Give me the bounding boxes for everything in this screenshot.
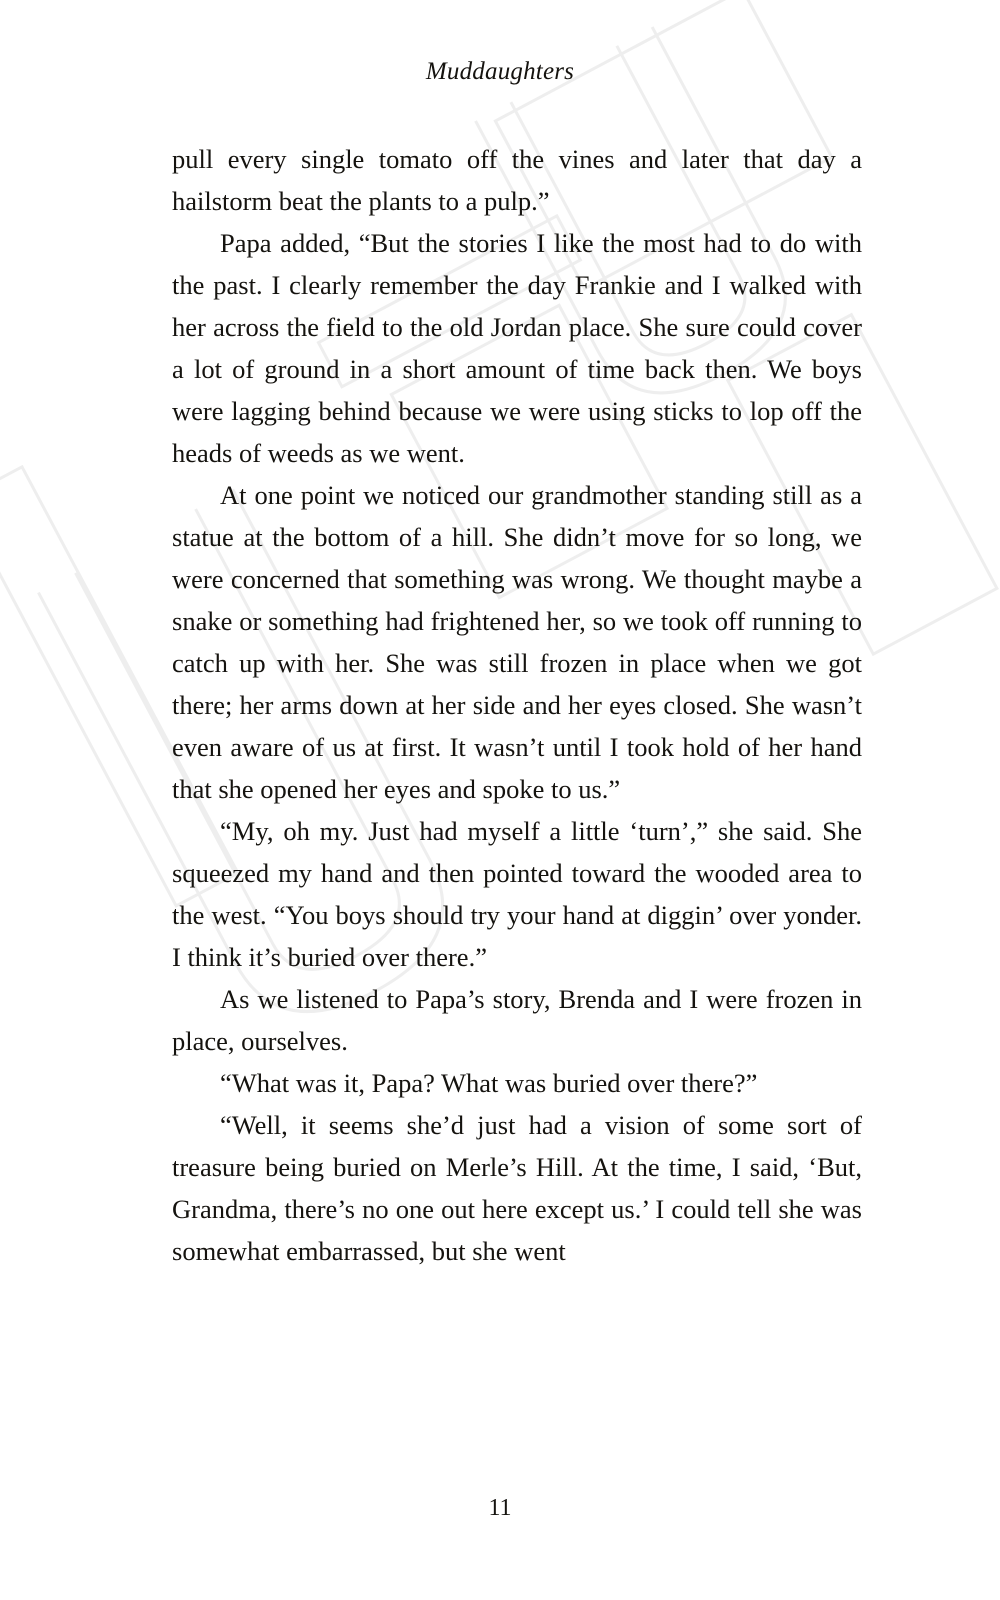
paragraph: “Well, it seems she’d just had a vision of some sort of treasure being buried on Merle’s Hill. At the time, I said, ‘But, Grandma, there’s no one out here except us.’ I could tell she was somewhat embarrassed, but she went xyxy=(172,1110,862,1266)
paragraph: pull every single tomato off the vines and later that day a hailstorm beat the plants to a pulp.” xyxy=(172,144,862,216)
paragraph: At one point we noticed our grandmother standing still as a statue at the bottom of a hill. She didn’t move for so long, we were concerned that something was wrong. We thought maybe a snake or something had frightened her, so we took off running to catch up with her. She was still frozen in place when we got there; her arms down at her side and her eyes closed. She wasn’t even aware of us at first. It wasn’t until I took hold of her hand that she opened her eyes and spoke to us.” xyxy=(172,480,862,804)
paragraph: “What was it, Papa? What was buried over there?” xyxy=(220,1068,758,1098)
paragraph: Papa added, “But the stories I like the most had to do with the past. I clearly remember the day Frankie and I walked with her across the field to the old Jordan place. She sure could cover a lot of ground in a short amount of time back then. We boys were lagging behind because we were using sticks to lop off the heads of weeds as we went. xyxy=(172,228,862,468)
paragraph: “My, oh my. Just had myself a little ‘turn’,” she said. She squeezed my hand and then pointed toward the wooded area to the west. “You boys should try your hand at diggin’ over yonder. I think it’s buried over there.” xyxy=(172,816,862,972)
page-number: 11 xyxy=(488,1495,512,1521)
paragraph: As we listened to Papa’s story, Brenda and I were frozen in place, ourselves. xyxy=(172,984,862,1056)
running-head: Muddaughters xyxy=(425,58,575,85)
body-text-column xyxy=(172,138,862,1272)
